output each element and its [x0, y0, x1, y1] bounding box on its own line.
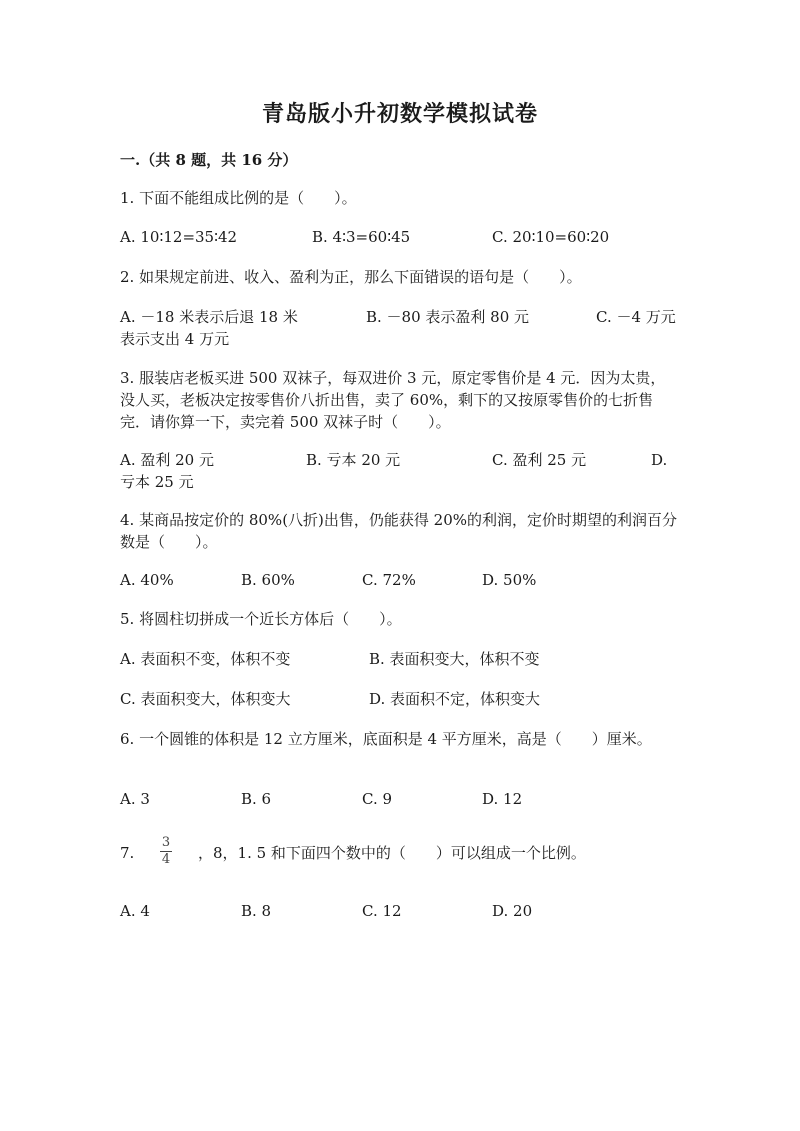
option-a[interactable]: A. 3	[120, 790, 150, 808]
fraction	[160, 836, 172, 867]
option-b[interactable]: B. 8	[241, 902, 272, 920]
question-7-text: ，8，1. 5 和下面四个数中的（ ）可以组成一个比例。	[198, 844, 586, 862]
question-7	[120, 835, 680, 867]
option-c[interactable]: C. 72%	[362, 571, 416, 589]
option-d[interactable]: D. 表面积不定，体积变大	[369, 690, 541, 708]
option-a[interactable]: A. 4	[120, 902, 150, 920]
option-d-continuation: 亏本 25 元	[120, 473, 194, 491]
question-4: 4. 某商品按定价的 80%(八折)出售，仍能获得 20%的利润，定价时期望的利润百分数是（ ）。	[120, 511, 678, 551]
option-b[interactable]: B. 4∶3=60∶45	[312, 228, 411, 246]
question-5-options-row2	[120, 688, 680, 710]
option-a[interactable]: A. 盈利 20 元	[120, 451, 214, 469]
option-b[interactable]: B. 表面积变大，体积不变	[369, 650, 540, 668]
question-1-options	[120, 226, 680, 248]
question-4-options	[120, 569, 680, 591]
option-c-continuation: 表示支出 4 万元	[120, 330, 230, 348]
option-d[interactable]: D. 50%	[482, 571, 537, 589]
question-7-options	[120, 900, 680, 922]
fraction-denominator: 4	[161, 852, 171, 867]
option-c[interactable]: C. 12	[362, 902, 402, 920]
option-a[interactable]: A. 40%	[120, 571, 174, 589]
option-d[interactable]: D. 12	[482, 790, 523, 808]
question-6-options	[120, 788, 680, 810]
option-a[interactable]: A. 表面积不变，体积不变	[120, 650, 291, 668]
question-6: 6. 一个圆锥的体积是 12 立方厘米，底面积是 4 平方厘米，高是（ ）厘米。	[120, 730, 652, 748]
option-c[interactable]: C. 9	[362, 790, 393, 808]
option-a[interactable]: A. 10∶12=35∶42	[120, 228, 238, 246]
page-title: 青岛版小升初数学模拟试卷	[261, 101, 538, 127]
question-5: 5. 将圆柱切拼成一个近长方体后（ ）。	[120, 610, 402, 628]
option-c[interactable]: C. －4 万元	[596, 308, 676, 326]
section-header: 一.（共 8 题，共 16 分）	[120, 151, 298, 169]
option-b[interactable]: B. 60%	[241, 571, 295, 589]
option-b[interactable]: B. 亏本 20 元	[306, 451, 401, 469]
question-3-options	[120, 449, 680, 471]
fraction-numerator: 3	[161, 835, 171, 850]
question-5-options-row1	[120, 648, 680, 670]
option-b[interactable]: B. －80 表示盈利 80 元	[366, 308, 530, 326]
option-b[interactable]: B. 6	[241, 790, 272, 808]
option-c[interactable]: C. 表面积变大，体积变大	[120, 690, 291, 708]
question-1: 1. 下面不能组成比例的是（ ）。	[120, 189, 357, 207]
question-3: 3. 服装店老板买进 500 双袜子，每双进价 3 元，原定零售价是 4 元．因为太贵，没人买，老板决定按零售价八折出售，卖了 60%，剩下的又按原零售价的七折售完．请你算一下，卖完着 500 双袜子时（ ）。	[120, 369, 666, 431]
option-d[interactable]: D.	[651, 451, 668, 469]
question-7-number: 7.	[120, 844, 135, 862]
option-d[interactable]: D. 20	[492, 902, 533, 920]
question-2-options	[120, 306, 680, 328]
option-c[interactable]: C. 盈利 25 元	[492, 451, 587, 469]
option-c[interactable]: C. 20∶10=60∶20	[492, 228, 610, 246]
option-a[interactable]: A. －18 米表示后退 18 米	[120, 308, 298, 326]
question-2: 2. 如果规定前进、收入、盈利为正，那么下面错误的语句是（ ）。	[120, 268, 582, 286]
